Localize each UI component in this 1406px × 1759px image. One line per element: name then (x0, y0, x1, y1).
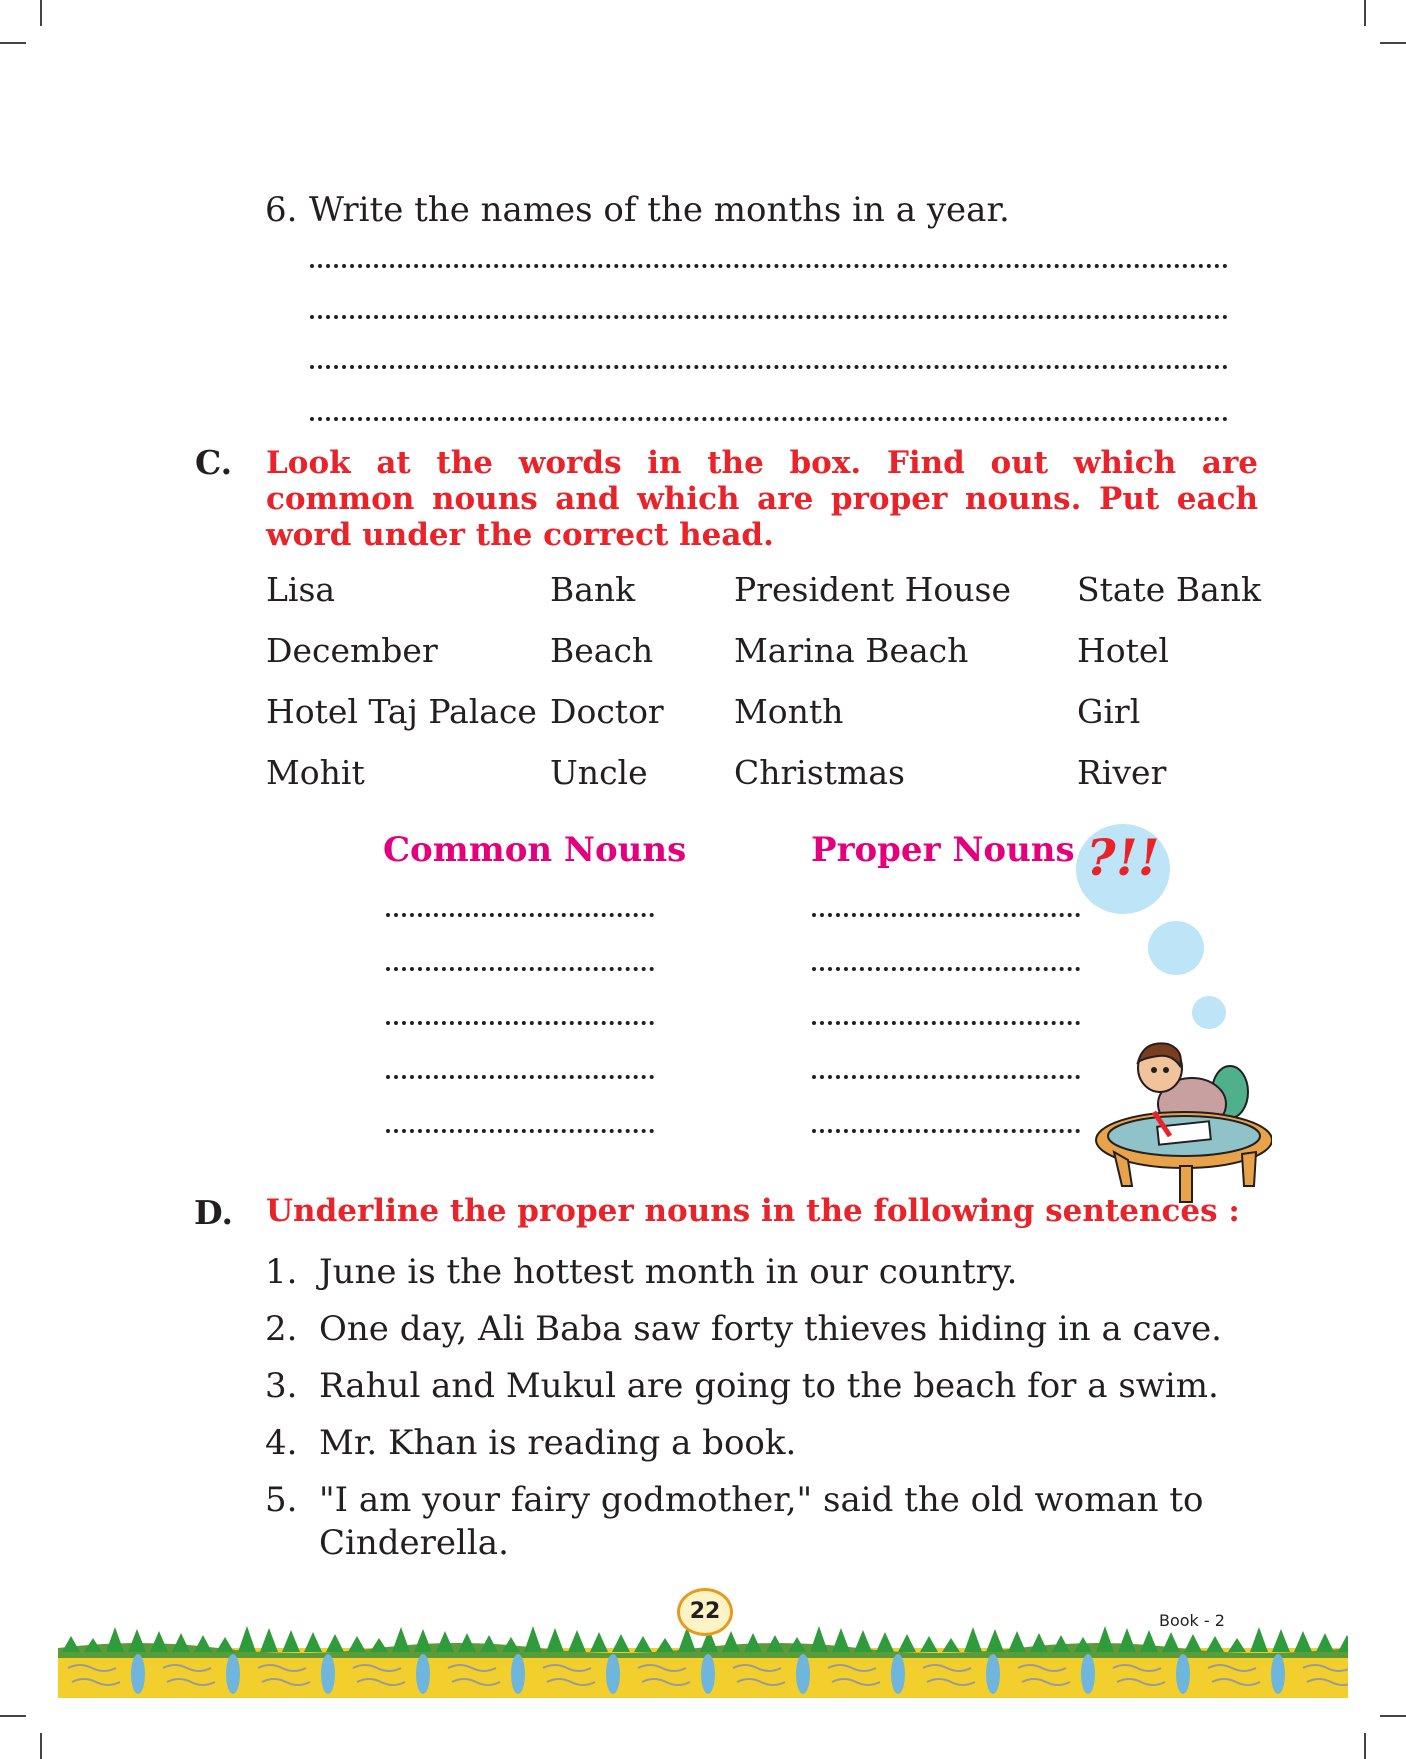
tree-shape (1052, 1635, 1070, 1652)
water-shape (606, 1654, 620, 1694)
answer-line[interactable] (310, 365, 1228, 369)
tree-shape (326, 1634, 344, 1652)
child-studying-illustration (1092, 1036, 1272, 1206)
tree-shape (1206, 1636, 1224, 1652)
question-text: Write the names of the months in a year. (309, 190, 1010, 230)
tree-shape (612, 1634, 630, 1652)
proper-noun-answer-line[interactable] (812, 1075, 1080, 1079)
thought-bubble-large (1076, 824, 1170, 914)
thought-bubble-medium (1148, 921, 1204, 975)
section-d-instruction: Underline the proper nouns in the following sentences : (266, 1193, 1240, 1229)
tree-shape (1294, 1631, 1312, 1652)
crop-mark (40, 1733, 42, 1759)
tree-shape (194, 1635, 212, 1652)
tree-shape (1162, 1632, 1180, 1652)
tree-shape (1338, 1635, 1348, 1652)
proper-nouns-heading: Proper Nouns (811, 830, 1075, 870)
thought-bubble-small (1192, 996, 1226, 1029)
sentence-text: Cinderella. (319, 1523, 509, 1563)
tree-shape (656, 1638, 674, 1652)
thought-text: ?!! (1086, 828, 1160, 887)
answer-line[interactable] (310, 264, 1228, 268)
proper-noun-answer-line[interactable] (812, 913, 1080, 917)
sentence-text: One day, Ali Baba saw forty thieves hiding in a cave. (319, 1309, 1222, 1349)
crop-mark (40, 0, 42, 26)
sentence-5 (265, 1521, 509, 1565)
sentence-number: 2. (265, 1309, 298, 1349)
water-shape (1081, 1654, 1095, 1694)
tree-shape (282, 1630, 300, 1652)
word-box-item: President House (734, 570, 1012, 609)
tree-shape (260, 1628, 278, 1652)
tree-shape (1118, 1628, 1136, 1652)
tree-shape (106, 1627, 124, 1652)
sentence-text: "I am your fairy godmother," said the old woman to (319, 1480, 1204, 1520)
tree-shape (568, 1630, 586, 1652)
tree-shape (128, 1629, 146, 1652)
question-number: 6. (265, 190, 298, 230)
tree-shape (634, 1636, 652, 1652)
proper-noun-answer-line[interactable] (812, 1021, 1080, 1025)
word-box-item: Doctor (550, 692, 664, 731)
tree-shape (744, 1633, 762, 1652)
tree-shape (348, 1636, 366, 1652)
tree-shape (1140, 1630, 1158, 1652)
sentence-1 (265, 1250, 1017, 1294)
word-box-item: Girl (1077, 692, 1141, 731)
common-noun-answer-line[interactable] (386, 1075, 654, 1079)
water-shape (701, 1654, 715, 1694)
tree-shape (832, 1628, 850, 1652)
water-shape (1176, 1654, 1190, 1694)
word-box-item: Hotel Taj Palace (266, 692, 537, 731)
section-c-letter: C. (195, 443, 233, 482)
crop-mark (1380, 1715, 1406, 1717)
water-shape (796, 1654, 810, 1694)
tree-shape (722, 1631, 740, 1652)
tree-shape (1272, 1629, 1290, 1652)
water-shape (131, 1654, 145, 1694)
crop-mark (0, 1715, 26, 1717)
sentence-number: 4. (265, 1423, 298, 1463)
word-box-item: Marina Beach (734, 631, 969, 670)
tree-shape (854, 1630, 872, 1652)
section-d-letter: D. (194, 1193, 233, 1232)
tree-shape (1316, 1633, 1334, 1652)
tree-shape (150, 1631, 168, 1652)
tree-shape (216, 1637, 234, 1652)
tree-shape (414, 1629, 432, 1652)
tree-shape (1096, 1626, 1114, 1652)
tree-shape (524, 1626, 542, 1652)
word-box-item: Bank (550, 570, 636, 609)
word-box-item: Month (734, 692, 844, 731)
book-label: Book - 2 (1159, 1611, 1225, 1630)
word-box-item: River (1077, 753, 1167, 792)
water-shape (416, 1654, 430, 1694)
tree-shape (986, 1629, 1004, 1652)
sentence-4 (265, 1421, 796, 1465)
sentence-text: Rahul and Mukul are going to the beach for a swim. (319, 1366, 1219, 1406)
tree-shape (876, 1632, 894, 1652)
tree-shape (238, 1626, 256, 1652)
word-box-item: State Bank (1077, 570, 1261, 609)
sentence-3 (265, 1364, 1219, 1408)
tree-shape (1184, 1634, 1202, 1652)
crop-mark (1380, 42, 1406, 44)
sentence-text: June is the hottest month in our country. (319, 1252, 1018, 1292)
sentence-5 (265, 1478, 1203, 1522)
tree-shape (546, 1628, 564, 1652)
crop-mark (1364, 1733, 1366, 1759)
tree-shape (370, 1638, 388, 1652)
tree-shape (920, 1636, 938, 1652)
tree-shape (590, 1632, 608, 1652)
question-6 (265, 190, 1010, 230)
common-nouns-heading: Common Nouns (383, 830, 687, 870)
tree-shape (1250, 1627, 1268, 1652)
water-shape (1271, 1654, 1285, 1694)
water-shape (321, 1654, 335, 1694)
page-number: 22 (677, 1588, 733, 1636)
answer-line[interactable] (310, 315, 1228, 319)
proper-noun-answer-line[interactable] (812, 1129, 1080, 1133)
word-box-item: Beach (550, 631, 654, 670)
word-box-item: Christmas (734, 753, 905, 792)
sentence-2 (265, 1307, 1222, 1351)
sentence-number: 3. (265, 1366, 298, 1406)
answer-line[interactable] (310, 417, 1228, 421)
tree-shape (62, 1636, 80, 1652)
water-shape (891, 1654, 905, 1694)
word-box-item: Mohit (266, 753, 365, 792)
tree-shape (458, 1633, 476, 1652)
water-shape (986, 1654, 1000, 1694)
crop-mark (0, 42, 26, 44)
tree-shape (172, 1633, 190, 1652)
water-shape (511, 1654, 525, 1694)
tree-shape (942, 1638, 960, 1652)
sentence-text: Mr. Khan is reading a book. (319, 1423, 797, 1463)
common-noun-answer-line[interactable] (386, 1021, 654, 1025)
word-box-item: Hotel (1077, 631, 1169, 670)
tree-shape (1008, 1631, 1026, 1652)
tree-shape (898, 1634, 916, 1652)
common-noun-answer-line[interactable] (386, 913, 654, 917)
sentence-number: 1. (265, 1252, 298, 1292)
tree-shape (964, 1627, 982, 1652)
tree-shape (392, 1627, 410, 1652)
word-box-item: December (266, 631, 438, 670)
tree-shape (502, 1637, 520, 1652)
tree-shape (304, 1632, 322, 1652)
tree-shape (436, 1631, 454, 1652)
proper-noun-answer-line[interactable] (812, 967, 1080, 971)
sentence-number: 5. (265, 1480, 298, 1520)
word-box-item: Lisa (266, 570, 336, 609)
section-c-instruction: Look at the words in the box. Find out which are common nouns and which are proper nouns. Put each word under the correct head. (266, 445, 1258, 553)
tree-shape (1228, 1638, 1246, 1652)
crop-mark (1364, 0, 1366, 26)
word-box-item: Uncle (550, 753, 648, 792)
common-noun-answer-line[interactable] (386, 967, 654, 971)
tree-shape (1030, 1633, 1048, 1652)
common-noun-answer-line[interactable] (386, 1129, 654, 1133)
tree-shape (810, 1626, 828, 1652)
water-shape (226, 1654, 240, 1694)
